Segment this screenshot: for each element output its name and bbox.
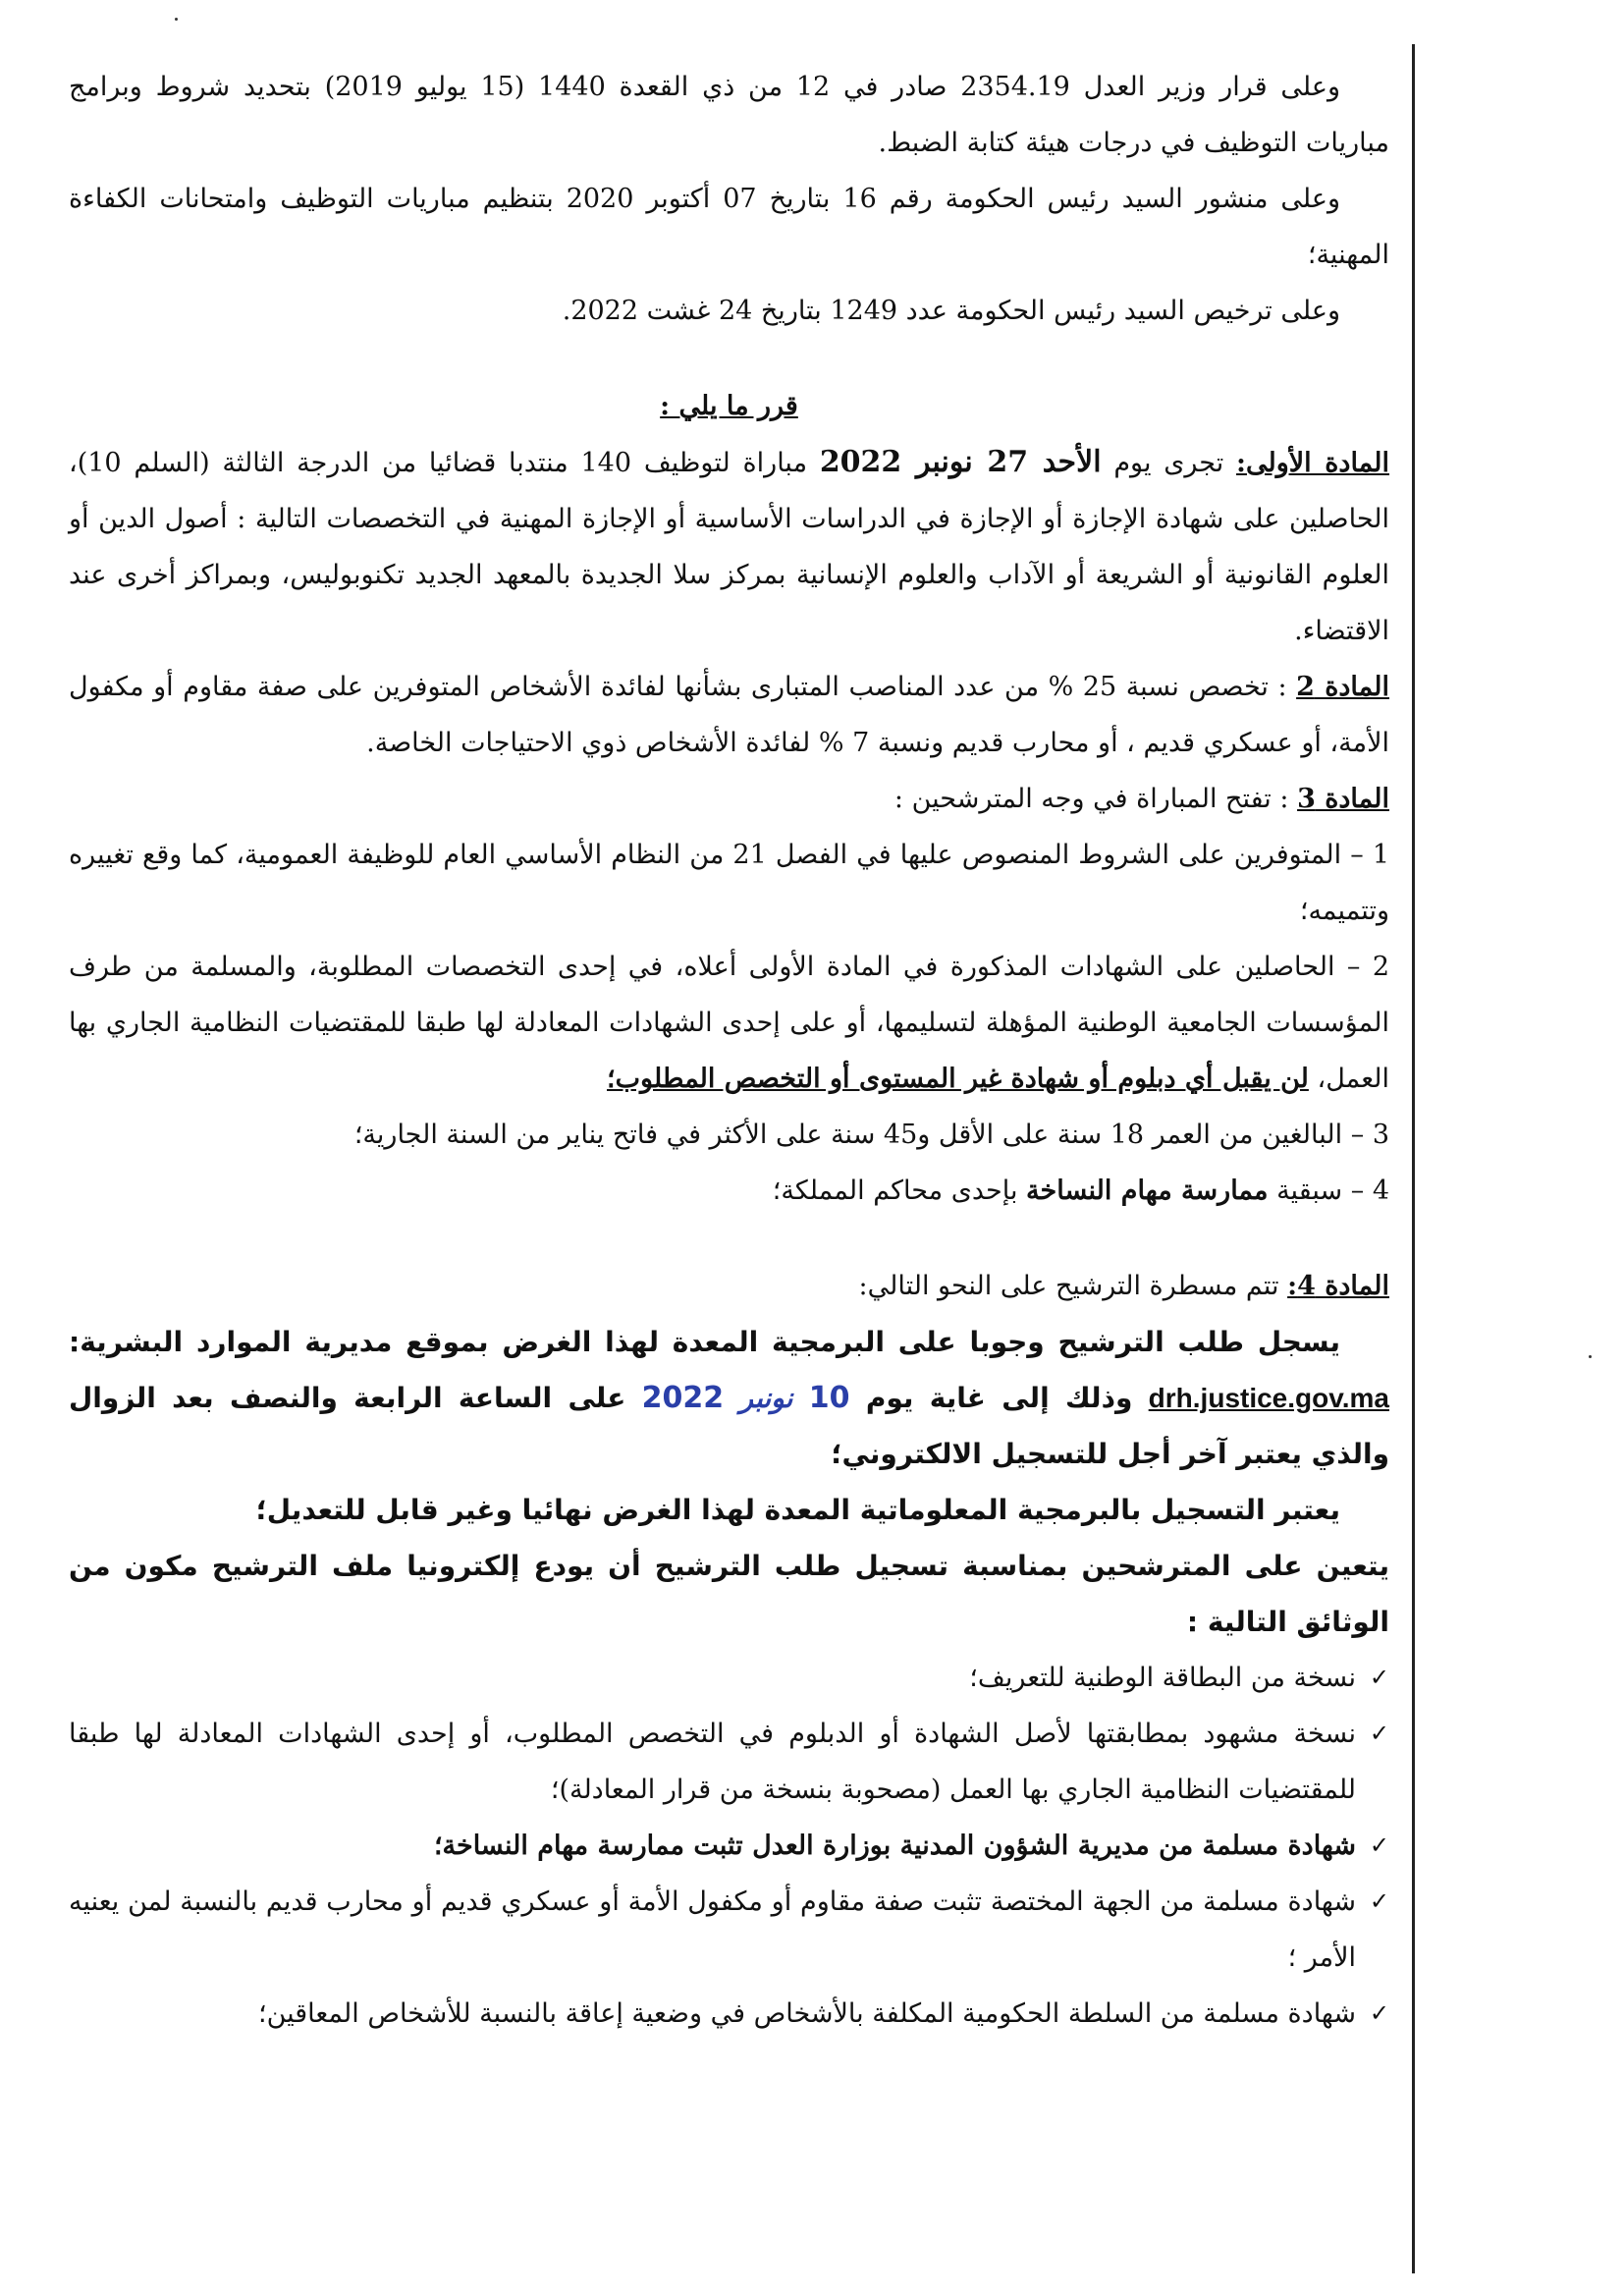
- document-item: [69, 1706, 1389, 1818]
- article-3-item-2-emphasis: لن يقبل أي دبلوم أو شهادة غير المستوى أو التخصص المطلوب؛: [607, 1064, 1309, 1094]
- registration-text-a: يسجل طلب الترشيح وجوبا على البرمجية المعدة لهذا الغرض بموقع مديرية الموارد البشرية:: [69, 1326, 1340, 1358]
- article-3-item-4-c: بإحدى محاكم المملكة؛: [772, 1175, 1027, 1206]
- article-4-final-note: يعتبر التسجيل بالبرمجية المعلوماتية المعدة لهذا الغرض نهائيا وغير قابل للتعديل؛: [255, 1494, 1340, 1526]
- check-icon: ✓: [1369, 1720, 1389, 1747]
- document-item: [69, 1818, 1389, 1874]
- document-item: [69, 1986, 1389, 2042]
- article-2: [69, 659, 1389, 771]
- article-3: [69, 771, 1389, 827]
- article-4: [69, 1258, 1389, 1314]
- document-item: [69, 1874, 1389, 1986]
- document-item-text: شهادة مسلمة من الجهة المختصة تثبت صفة مقاوم أو مكفول الأمة أو عسكري قديم أو محارب قديم بالنسبة لمن يعنيه الأمر ؛: [69, 1886, 1356, 1973]
- article-4-label: المادة 4:: [1287, 1271, 1389, 1301]
- registration-url[interactable]: drh.justice.gov.ma: [1148, 1383, 1389, 1413]
- article-1-date: الأحد 27 نونبر 2022: [819, 445, 1102, 479]
- article-2-text: : تخصص نسبة 25 % من عدد المناصب المتبارى بشأنها لفائدة الأشخاص المتوفرين على صفة مقاوم أو مكفول الأمة، أو عسكري قديم ، أو محارب قديم ونسبة 7 % لفائدة الأشخاص ذوي الاحتياجات الخاصة.: [69, 672, 1389, 758]
- article-3-item-1: 1 – المتوفرين على الشروط المنصوص عليها في الفصل 21 من النظام الأساسي العام للوظيفة العمومية، كما وقع تغييره وتتميمه؛: [69, 840, 1389, 926]
- article-4-registration: [69, 1314, 1389, 1482]
- registration-text-b: وذلك إلى غاية يوم: [849, 1382, 1149, 1414]
- scan-speck: [1589, 1355, 1592, 1358]
- handwritten-month: نونبر: [739, 1382, 793, 1414]
- check-icon: ✓: [1369, 1664, 1389, 1691]
- article-3-item-4-a: 4 – سبقية: [1268, 1175, 1389, 1206]
- document-item-text: شهادة مسلمة من السلطة الحكومية المكلفة بالأشخاص في وضعية إعاقة بالنسبة للأشخاص المعاقين؛: [257, 1998, 1356, 2029]
- article-3-label: المادة 3: [1297, 784, 1389, 814]
- check-icon: ✓: [1369, 1999, 1389, 2027]
- article-3-item-4: [69, 1163, 1389, 1219]
- document-item: [69, 1650, 1389, 1706]
- article-3-item-2: [69, 939, 1389, 1107]
- article-1-text-b: مباراة لتوظيف 140 منتدبا قضائيا من الدرجة الثالثة (السلم 10)، الحاصلين على شهادة الإجازة أو الإجازة في الدراسات الأساسية أو الإجازة المهنية في التخصصات التالية : أصول الدين أو العلوم القانونية أو الشريعة أو الآداب والعلوم الإنسانية بمركز سلا الجديدة بالمعهد الجديد تكنوبوليس، وبمراكز أخرى عند الاقتضاء.: [69, 448, 1389, 646]
- article-2-label: المادة 2: [1296, 672, 1389, 702]
- article-3-item-4-emphasis: ممارسة مهام النساخة: [1026, 1175, 1269, 1206]
- margin-rule: [1412, 44, 1415, 2273]
- article-4-intro: تتم مسطرة الترشيح على النحو التالي:: [858, 1271, 1288, 1301]
- decision-heading: [69, 378, 1389, 434]
- handwritten-year: 2022: [641, 1381, 725, 1415]
- decision-heading-text: قرر ما يلي :: [660, 391, 798, 421]
- preamble-paragraph: وعلى قرار وزير العدل 2354.19 صادر في 12 من ذي القعدة 1440 (15 يوليو 2019) بتحديد شروط وبرامج مباريات التوظيف في درجات هيئة كتابة الضبط.: [69, 72, 1389, 158]
- article-4-dossier-intro: يتعين على المترشحين بمناسبة تسجيل طلب الترشيح أن يودع إلكترونيا ملف الترشيح مكون من الوثائق التالية :: [69, 1550, 1389, 1638]
- preamble-paragraph: وعلى منشور السيد رئيس الحكومة رقم 16 بتاريخ 07 أكتوبر 2020 بتنظيم مباريات التوظيف وامتحانات الكفاءة المهنية؛: [69, 184, 1389, 270]
- article-3-item-2-text: 2 – الحاصلين على الشهادات المذكورة في المادة الأولى أعلاه، في إحدى التخصصات المطلوبة، والمسلمة من طرف المؤسسات الجامعية الوطنية المؤهلة لتسليمها، أو على إحدى الشهادات المعادلة لها طبقا للمقتضيات النظامية الجاري بها العمل،: [69, 952, 1389, 1094]
- document-page: [69, 59, 1389, 2042]
- registration-text-c: على الساعة الرابعة والنصف بعد الزوال والذي يعتبر آخر أجل للتسجيل الالكتروني؛: [69, 1382, 1389, 1470]
- article-1-text-a: تجرى يوم: [1101, 448, 1237, 478]
- check-icon: ✓: [1369, 1887, 1389, 1915]
- scan-speck: [175, 18, 178, 21]
- preamble-paragraph: وعلى ترخيص السيد رئيس الحكومة عدد 1249 بتاريخ 24 غشت 2022.: [562, 296, 1340, 326]
- article-3-item-3: 3 – البالغين من العمر 18 سنة على الأقل و45 سنة على الأكثر في فاتح يناير من السنة الجارية؛: [353, 1120, 1389, 1150]
- document-item-text: شهادة مسلمة من مديرية الشؤون المدنية بوزارة العدل تثبت ممارسة مهام النساخة؛: [433, 1831, 1356, 1861]
- document-item-text: نسخة مشهود بمطابقتها لأصل الشهادة أو الدبلوم في التخصص المطلوب، أو إحدى الشهادات المعادلة لها طبقا للمقتضيات النظامية الجاري بها العمل (مصحوبة بنسخة من قرار المعادلة)؛: [69, 1719, 1356, 1805]
- check-icon: ✓: [1369, 1831, 1389, 1859]
- documents-list: [69, 1650, 1389, 2042]
- article-3-intro: : تفتح المباراة في وجه المترشحين :: [893, 784, 1298, 814]
- article-1: [69, 434, 1389, 659]
- handwritten-day: 10: [808, 1381, 850, 1415]
- article-1-label: المادة الأولى:: [1236, 448, 1390, 478]
- document-item-text: نسخة من البطاقة الوطنية للتعريف؛: [969, 1663, 1356, 1693]
